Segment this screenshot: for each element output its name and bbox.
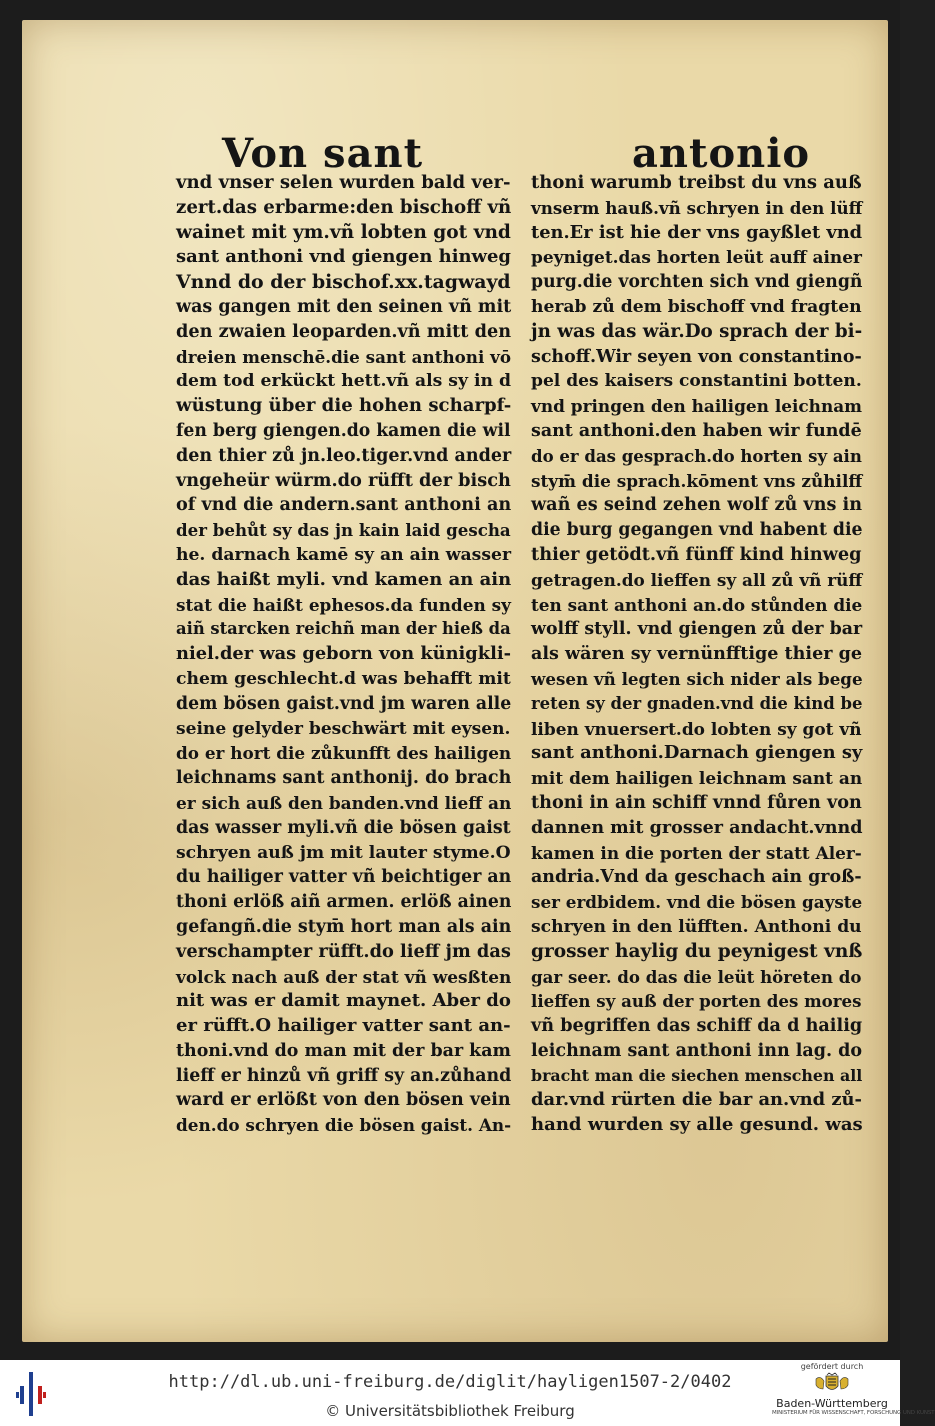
text-line: verschampter rüfft.do lieff jm das xyxy=(176,940,511,962)
text-line: liben vnuersert.do lobten sy got vñ xyxy=(531,718,862,739)
text-line: reten sy der gnaden.vnd die kind be xyxy=(531,693,863,713)
text-line: thoni.vnd do man mit der bar kam xyxy=(176,1040,511,1061)
text-line: wañ es seind zehen wolf zů vns in xyxy=(531,494,863,516)
text-line: seine gelyder beschwärt mit eysen. xyxy=(176,718,511,739)
text-line: getragen.do lieffen sy all zů vñ rüff xyxy=(531,569,863,590)
text-line: bracht man die siechen menschen all xyxy=(531,1065,863,1085)
text-line: stym̄ die sprach.kōment vns zůhilff xyxy=(531,470,863,491)
text-line: wainet mit ym.vñ lobten got vnd xyxy=(176,221,511,243)
text-line: peyniget.das horten leüt auff ainer xyxy=(531,247,862,268)
text-line: Vnnd do der bischof.xx.tagwayd xyxy=(176,271,511,294)
text-line: thoni erlöß aiñ armen. erlöß ainen xyxy=(176,892,512,913)
running-head-left: Von sant xyxy=(222,130,424,177)
text-line: purg.die vorchten sich vnd giengñ xyxy=(531,272,863,293)
text-line: thoni warumb treibst du vns auß xyxy=(531,172,862,193)
text-line: chem geschlecht.d was behafft mit xyxy=(176,668,511,689)
text-line: sant anthoni.den haben wir fundē xyxy=(531,420,862,441)
text-line: den thier zů jn.leo.tiger.vnd ander xyxy=(176,445,512,466)
sponsor-state: Baden-Württemberg xyxy=(776,1397,888,1410)
text-line: er sich auß den banden.vnd lieff an xyxy=(176,792,512,813)
text-line: pel des kaisers constantini botten. xyxy=(531,371,862,392)
text-line: lieffen sy auß der porten des mores xyxy=(531,991,862,1012)
text-line: schryen auß jm mit lauter styme.O xyxy=(176,842,511,863)
text-line: vnd vnser selen wurden bald ver- xyxy=(176,172,511,193)
copyright-notice: © Universitätsbibliothek Freiburg xyxy=(325,1402,575,1420)
text-line: mit dem hailigen leichnam sant an xyxy=(531,768,863,789)
sponsor-block xyxy=(772,1362,935,1424)
text-line: der behůt sy das jn kain laid gescha xyxy=(176,520,511,541)
text-line: dar.vnd rürten die bar an.vnd zů- xyxy=(531,1089,862,1111)
text-line: ten.Er ist hie der vns gayßlet vnd xyxy=(531,221,863,243)
text-line: dannen mit grosser andacht.vnnd xyxy=(531,817,863,838)
text-line: jn was das wär.Do sprach der bi- xyxy=(531,320,863,342)
text-line: do er das gesprach.do horten sy ain xyxy=(531,445,862,466)
text-line: schryen in den lüfften. Anthoni du xyxy=(531,916,862,937)
text-line: do er hort die zůkunfft des hailigen xyxy=(176,743,512,764)
text-line: volck nach auß der stat vñ wesßten xyxy=(176,966,512,987)
sponsor-label: gefördert durch xyxy=(800,1362,864,1371)
text-line: herab zů dem bischoff vnd fragten xyxy=(531,296,862,317)
text-line: grosser haylig du peynigest vnß xyxy=(531,940,863,962)
baden-wuerttemberg-crest-icon xyxy=(812,1373,852,1395)
text-line: was gangen mit den seinen vñ mit xyxy=(176,296,512,317)
text-line: schoff.Wir seyen von constantino- xyxy=(531,346,862,367)
text-line: wolff styll. vnd giengen zů der bar xyxy=(531,619,863,640)
text-line: ward er erlößt von den bösen vein xyxy=(176,1090,511,1111)
text-line: gar seer. do das die leüt höreten do xyxy=(531,966,862,987)
viewer-footer xyxy=(0,1360,935,1426)
text-column-right xyxy=(531,171,869,1138)
text-line: als wären sy vernünfftige thier ge xyxy=(531,644,863,665)
text-line: vngeheür würm.do rüfft der bisch xyxy=(176,469,511,491)
text-line: wüstung über die hohen scharpf- xyxy=(176,395,512,417)
text-line: vñ begriffen das schiff da d hailig xyxy=(531,1015,863,1037)
text-line: sant anthoni vnd giengen hinweg xyxy=(176,246,511,268)
text-line: stat die haißt ephesos.da funden sy xyxy=(176,594,511,615)
text-line: kamen in die porten der statt Aler- xyxy=(531,842,862,863)
text-line: hand wurden sy alle gesund. was xyxy=(531,1114,863,1136)
text-line: gefangñ.die stym̄ hort man als ain xyxy=(176,916,512,937)
text-line: sant anthoni.Darnach giengen sy xyxy=(531,742,863,764)
text-column-left xyxy=(176,171,518,1138)
text-line: du hailiger vatter vñ beichtiger an xyxy=(176,867,512,888)
text-line: vnd pringen den hailigen leichnam xyxy=(531,396,863,417)
text-line: lieff er hinzů vñ griff sy an.zůhand xyxy=(176,1065,512,1086)
text-line: das wasser myli.vñ die bösen gaist xyxy=(176,817,511,838)
running-head-right: antonio xyxy=(632,130,811,177)
text-line: ten sant anthoni an.do stůnden die xyxy=(531,594,863,615)
text-line: aiñ starcken reichñ man der hieß da xyxy=(176,619,511,639)
text-line: dem tod erkückt hett.vñ als sy in d xyxy=(176,371,511,392)
text-line: leichnam sant anthoni inn lag. do xyxy=(531,1040,863,1061)
text-line: das haißt myli. vnd kamen an ain xyxy=(176,568,512,590)
text-line: thier getödt.vñ fünff kind hinweg xyxy=(531,543,862,565)
text-line: nit was er damit maynet. Aber do xyxy=(176,990,511,1012)
text-line: er rüfft.O hailiger vatter sant an- xyxy=(176,1015,511,1037)
text-line: vnserm hauß.vñ schryen in den lüff xyxy=(531,197,863,218)
permalink-url[interactable]: http://dl.ub.uni-freiburg.de/diglit/hayligen1507-2/0402 xyxy=(168,1372,732,1392)
text-line: andria.Vnd da geschach ain groß- xyxy=(531,867,862,888)
text-line: dreien menschē.die sant anthoni vō xyxy=(176,346,512,367)
text-line: wesen vñ legten sich nider als bege xyxy=(531,668,863,689)
text-line: die burg gegangen vnd habent die xyxy=(531,520,863,541)
text-line: dem bösen gaist.vnd jm waren alle xyxy=(176,693,512,714)
text-line: of vnd die andern.sant anthoni an xyxy=(176,494,512,516)
text-line: fen berg giengen.do kamen die wil xyxy=(176,420,511,441)
text-line: leichnams sant anthonij. do brach xyxy=(176,768,512,789)
text-line: he. darnach kamē sy an ain wasser xyxy=(176,544,512,565)
text-line: ser erdbidem. vnd die bösen gayste xyxy=(531,892,863,913)
text-line: den zwaien leoparden.vñ mitt den xyxy=(176,320,512,342)
text-line: den.do schryen die bösen gaist. An- xyxy=(176,1115,512,1136)
text-line: zert.das erbarme:den bischoff vñ xyxy=(176,196,512,218)
sponsor-ministry: MINISTERIUM FÜR WISSENSCHAFT, FORSCHUNG UND KUNST xyxy=(772,1410,935,1416)
text-line: niel.der was geborn von künigkli- xyxy=(176,643,511,665)
text-line: thoni in ain schiff vnnd fůren von xyxy=(531,791,862,813)
